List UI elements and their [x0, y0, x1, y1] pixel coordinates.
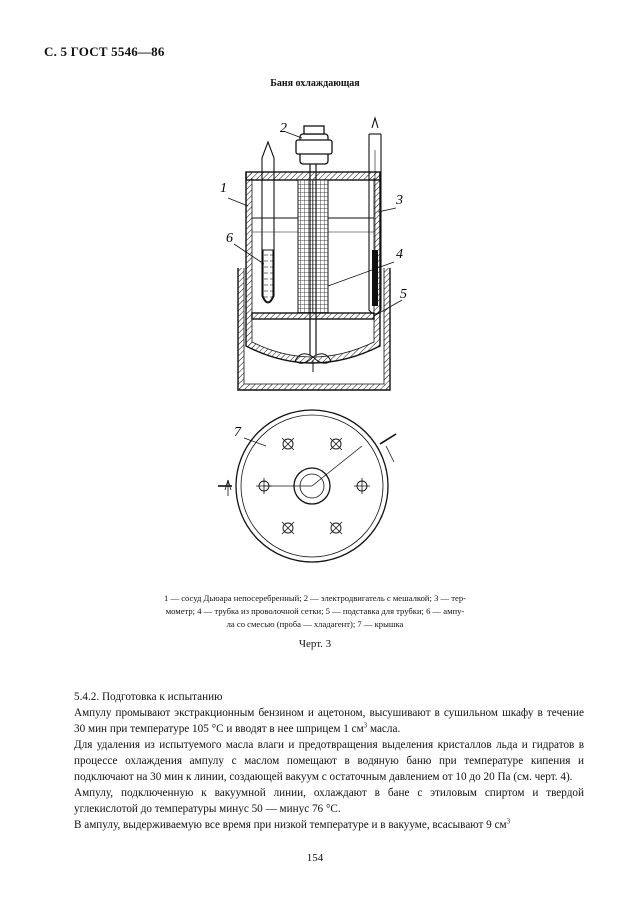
lid-top-view: [218, 410, 396, 562]
label-6: 6: [226, 231, 233, 246]
label-4: 4: [396, 247, 403, 262]
label-1: 1: [220, 181, 227, 196]
label-7: 7: [234, 425, 241, 440]
figure-title: Баня охлаждающая: [270, 78, 360, 89]
page-header: С. 5 ГОСТ 5546—86: [44, 44, 165, 59]
figure-legend: [110, 592, 520, 631]
ampoule: [262, 142, 274, 303]
legend-line-2: мометр; 4 — трубка из проволочной сетки; 5 — подставка для трубки; 6 — ампу-: [165, 606, 465, 616]
body-text: [74, 689, 584, 833]
section-heading: 5.4.2. Подготовка к испытанию: [74, 691, 223, 703]
mesh-tube: [298, 180, 328, 313]
figure-caption: Черт. 3: [298, 638, 332, 650]
legend-line-3: ла со смесью (проба — хладагент); 7 — крышка: [226, 619, 404, 629]
electric-motor: [296, 126, 332, 164]
paragraph-3: Ампулу, подключенную к вакуумной линии, охлаждают в бане с этиловым спиртом и твердой углекислотой до температуры минус 50 — минус 76 °С.: [74, 787, 584, 815]
paragraph-4: В ампулу, выдерживаемую все время при низкой температуре и в вакууме, всасывают 9 $см^3$: [74, 817, 511, 831]
label-5: 5: [400, 287, 407, 302]
paragraph-1: Ампулу промывают экстракционным бензином и ацетоном, высушивают в сушильном шкафу в течение 30 мин при температуре 105 °С и вводят в нее шприцем 1 $см^3$ масла.: [74, 707, 584, 735]
page-number: 154: [306, 852, 324, 864]
paragraph-2: Для удаления из испытуемого масла влаги и предотвращения выделения кристаллов льда и гидратов в процессе охлаждения ампулу с маслом помещают в водяную баню при температуре кипения и подключают на 30 мин к линии, создающей вакуум с остаточным давлением от 10 до 20 Па (см. черт. 4).: [74, 739, 584, 783]
legend-line-1: 1 — сосуд Дьюара непосеребренный; 2 — электродвигатель с мешалкой; 3 — тер-: [164, 593, 466, 603]
label-3: 3: [396, 193, 403, 208]
label-2: 2: [280, 121, 287, 136]
